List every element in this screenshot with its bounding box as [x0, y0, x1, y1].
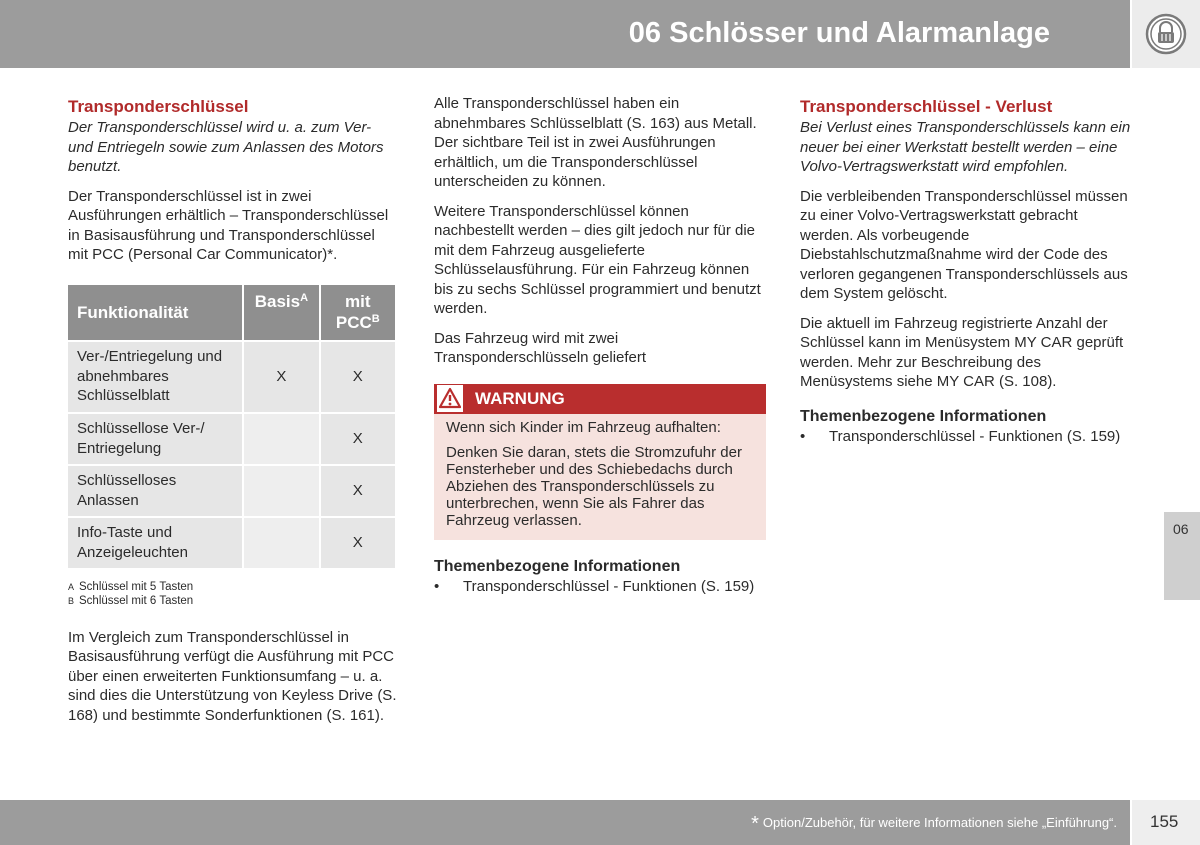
footnote-text: Schlüssel mit 6 Tasten: [79, 594, 194, 607]
row-basis: [244, 466, 318, 516]
related-list: [434, 577, 766, 597]
footnote-text: Schlüssel mit 5 Tasten: [79, 580, 194, 593]
row-label: Info-Taste und Anzeigeleuchten: [68, 518, 242, 568]
header-pcc: [321, 285, 395, 340]
row-basis: [244, 518, 318, 568]
row-basis: X: [244, 342, 318, 412]
lead-text: Der Transponderschlüssel wird u. a. zum Ver- und Entriegeln sowie zum Anlassen des Motors benutzt.: [68, 119, 384, 175]
row-pcc: X: [321, 414, 395, 464]
header-functionality: Funktionalität: [68, 285, 242, 340]
row-label: Schlüsselloses Anlassen: [68, 466, 242, 516]
page-number: 155: [1150, 812, 1179, 831]
table-row: [68, 414, 395, 464]
related-link[interactable]: • Transponderschlüssel - Funktionen (S. 159): [800, 427, 1132, 447]
related-heading: Themenbezogene Informationen: [800, 407, 1047, 425]
header-pcc-line2: PCC: [335, 313, 372, 332]
row-pcc: X: [321, 518, 395, 568]
table-footnotes: [68, 580, 398, 608]
body-paragraph: Der Transponderschlüssel ist in zwei Ausführungen erhältlich – Transponderschlüssel in Basisausführung und Transponderschlüssel mit PCC (Personal Car Communicator)*.: [68, 187, 389, 263]
footer-note: [751, 813, 1117, 835]
chapter-tab-label: 06: [1173, 521, 1189, 537]
row-pcc: X: [321, 342, 395, 412]
header-pcc-sup: B: [371, 313, 380, 325]
chapter-tab[interactable]: [1164, 512, 1200, 600]
warning-line: Denken Sie daran, stets die Stromzufuhr der Fensterheber und des Schiebedachs durch Abziehen des Transponderschlüssels zu unterbrechen, wenn Sie als Fahrer das Fahrzeug verlassen.: [446, 444, 742, 529]
page-footer: [0, 800, 1130, 845]
asterisk-mark: *: [751, 813, 759, 835]
body-paragraph: Die aktuell im Fahrzeug registrierte Anzahl der Schlüssel kann im Menüsystem MY CAR geprüft werden. Mehr zur Beschreibung des Menüsystems siehe MY CAR (S. 108).: [800, 314, 1124, 390]
footer-note-text: Option/Zubehör, für weitere Informationen siehe „Einführung“.: [762, 815, 1117, 830]
table-row: [68, 518, 395, 568]
section-heading-transponder: Transponderschlüssel: [68, 97, 249, 116]
header-basis-sup: A: [300, 291, 309, 304]
related-heading: Themenbezogene Informationen: [434, 558, 681, 575]
chapter-title: 06 Schlösser und Alarmanlage: [628, 17, 1050, 49]
header-basis: [244, 285, 318, 340]
warning-label: WARNUNG: [475, 388, 565, 408]
lock-icon: [1145, 13, 1187, 55]
column-middle: [434, 94, 766, 597]
body-paragraph: Das Fahrzeug wird mit zwei Transponderschlüsseln geliefert: [434, 329, 647, 366]
table-header-row: [68, 285, 395, 340]
chapter-icon-box: [1132, 0, 1200, 68]
footnote: [68, 580, 398, 594]
related-list: [800, 427, 1132, 447]
footnote-mark: A: [68, 581, 75, 592]
header-pcc-line1: mit: [345, 292, 371, 311]
header-basis-text: Basis: [254, 291, 301, 311]
lead-text: Bei Verlust eines Transponderschlüssels kann ein neuer bei einer Werkstatt bestellt werden – eine Volvo-Vertragswerkstatt wird empfohlen.: [800, 119, 1131, 175]
column-left: [68, 94, 398, 735]
warning-line: Wenn sich Kinder im Fahrzeug aufhalten:: [446, 418, 721, 436]
body-paragraph: Die verbleibenden Transponderschlüssel müssen zu einer Volvo-Vertragswerkstatt gebracht werden. Als vorbeugende Diebstahlschutzmaßnahme wird der Code des verloren gegangenen Transponderschlüssels aus dem System gelöscht.: [800, 187, 1128, 302]
row-pcc: X: [321, 466, 395, 516]
column-right: [800, 94, 1132, 446]
warning-triangle-icon: [437, 385, 463, 412]
page-number-box: [1132, 800, 1200, 845]
footnote: [68, 594, 398, 608]
row-label: Schlüssellose Ver-/ Entriegelung: [68, 414, 242, 464]
footnote-mark: B: [68, 595, 75, 606]
warning-box: [434, 384, 766, 541]
table-row: [68, 342, 395, 412]
table-row: [68, 466, 395, 516]
body-paragraph: Im Vergleich zum Transponderschlüssel in Basisausführung verfügt die Ausführung mit PCC über einen erweiterten Funktionsumfang – u. a. sind dies die Unterstützung von Keyless Drive (S. 168) und bestimmte Sonderfunktionen (S. 161).: [68, 628, 397, 724]
section-heading-loss: Transponderschlüssel - Verlust: [800, 97, 1053, 116]
related-link[interactable]: • Transponderschlüssel - Funktionen (S. 159): [434, 577, 766, 597]
row-label: Ver-/Entriegelung und abnehmbares Schlüsselblatt: [68, 342, 242, 412]
row-basis: [244, 414, 318, 464]
function-table: [66, 283, 397, 570]
page-header: [0, 0, 1130, 68]
warning-header: [434, 384, 766, 414]
body-paragraph: Alle Transponderschlüssel haben ein abnehmbares Schlüsselblatt (S. 163) aus Metall. Der sichtbare Teil ist in zwei Ausführungen erhältlich, um die Transponderschlüssel unterscheiden zu können.: [434, 95, 757, 190]
body-paragraph: Weitere Transponderschlüssel können nachbestellt werden – dies gilt jedoch nur für die mit dem Fahrzeug ausgelieferte Schlüsselausführung. Für ein Fahrzeug können bis zu sechs Schlüssel programmiert und benutzt werden.: [434, 202, 761, 317]
warning-body: [434, 414, 766, 541]
